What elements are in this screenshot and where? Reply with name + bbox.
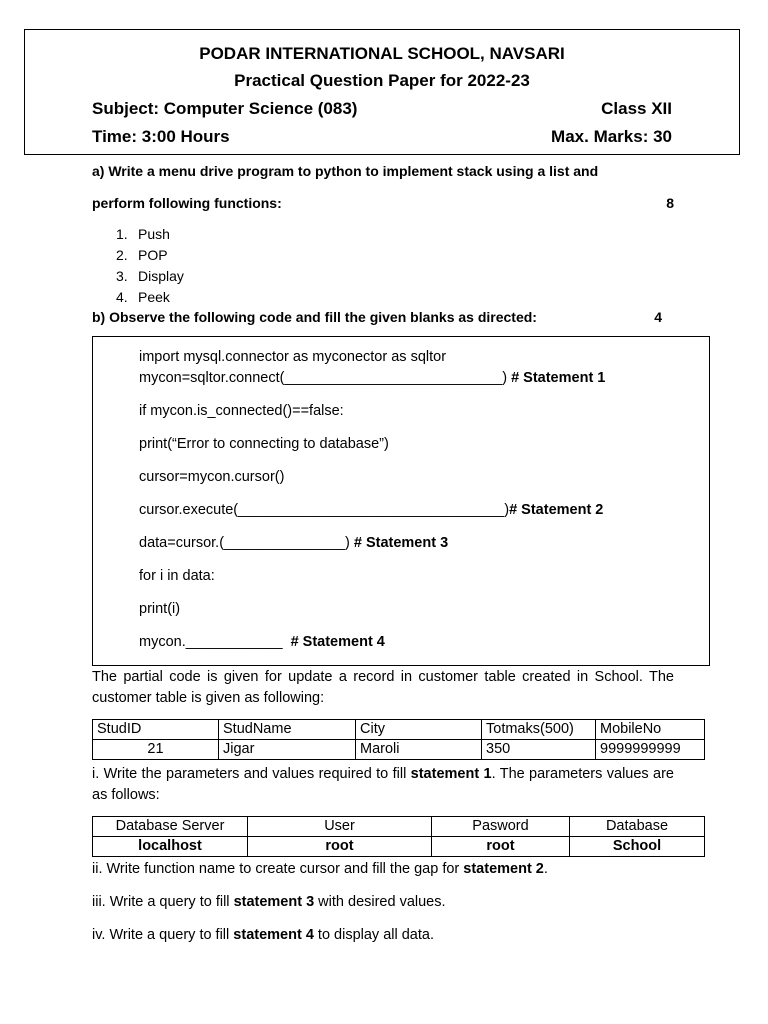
- table-row: [93, 740, 705, 760]
- question-b-text: b) Observe the following code and fill the given blanks as directed:: [92, 309, 537, 325]
- list-item: 3. Display: [116, 268, 184, 284]
- question-iv: iv. Write a query to fill statement 4 to display all data.: [92, 927, 434, 943]
- table-cell: 350: [482, 740, 596, 760]
- question-a-line1: a) Write a menu drive program to python to implement stack using a list and: [92, 163, 599, 179]
- code-line-7: data=cursor.(_______________) # Statement 3: [139, 535, 449, 551]
- table-cell: School: [570, 837, 705, 857]
- table-cell: Maroli: [356, 740, 482, 760]
- question-a-marks: 8: [666, 195, 674, 211]
- question-b-marks: 4: [654, 309, 662, 325]
- partial-code-paragraph: The partial code is given for update a record in customer table created in School. The customer table is given as following:: [92, 669, 674, 706]
- list-item: 2. POP: [116, 247, 168, 263]
- question-a-line2: [92, 195, 674, 211]
- time-row: [92, 127, 672, 147]
- table-cell: localhost: [93, 837, 248, 857]
- code-line-2: mycon=sqltor.connect(___________________________) # Statement 1: [139, 370, 606, 386]
- question-ii: ii. Write function name to create cursor and fill the gap for statement 2.: [92, 861, 548, 877]
- table-cell: root: [248, 837, 432, 857]
- table-header-cell: StudName: [219, 720, 356, 740]
- question-a-text: perform following functions:: [92, 195, 282, 211]
- question-iii: iii. Write a query to fill statement 3 with desired values.: [92, 894, 446, 910]
- code-line-10: mycon.____________ # Statement 4: [139, 634, 385, 650]
- table-row: [93, 837, 705, 857]
- class-label: Class XII: [601, 99, 672, 118]
- table-cell: root: [432, 837, 570, 857]
- subject-row: [92, 99, 672, 119]
- table-header-cell: StudID: [93, 720, 219, 740]
- list-item: 4. Peek: [116, 289, 170, 305]
- question-i: i. Write the parameters and values required to fill statement 1. The parameters values are as follows:: [92, 766, 674, 803]
- table-header-cell: User: [248, 817, 432, 837]
- code-line-1: import mysql.connector as myconector as sqltor: [139, 349, 447, 365]
- question-b: [92, 309, 662, 325]
- table-header-row: [93, 817, 705, 837]
- code-line-6: cursor.execute(_________________________________)# Statement 2: [139, 502, 604, 518]
- table-header-cell: Database Server: [93, 817, 248, 837]
- time-label: Time: 3:00 Hours: [92, 127, 230, 146]
- code-line-9: print(i): [139, 601, 181, 617]
- code-line-3: if mycon.is_connected()==false:: [139, 403, 344, 419]
- max-marks-label: Max. Marks: 30: [551, 127, 672, 146]
- table-header-cell: City: [356, 720, 482, 740]
- customer-table: [92, 719, 705, 760]
- paper-title: Practical Question Paper for 2022-23: [234, 71, 530, 90]
- parameter-table: [92, 816, 705, 857]
- table-cell: 21: [93, 740, 219, 760]
- table-header-cell: Totmaks(500): [482, 720, 596, 740]
- code-line-8: for i in data:: [139, 568, 215, 584]
- school-name: PODAR INTERNATIONAL SCHOOL, NAVSARI: [199, 44, 565, 63]
- table-header-cell: Database: [570, 817, 705, 837]
- code-line-4: print(“Error to connecting to database”): [139, 436, 389, 452]
- table-header-cell: MobileNo: [596, 720, 705, 740]
- code-line-5: cursor=mycon.cursor(): [139, 469, 285, 485]
- stack-functions-list: [116, 224, 184, 308]
- table-cell: 9999999999: [596, 740, 705, 760]
- subject-label: Subject: Computer Science (083): [92, 99, 358, 118]
- table-cell: Jigar: [219, 740, 356, 760]
- list-item: 1. Push: [116, 226, 170, 242]
- table-header-cell: Pasword: [432, 817, 570, 837]
- table-header-row: [93, 720, 705, 740]
